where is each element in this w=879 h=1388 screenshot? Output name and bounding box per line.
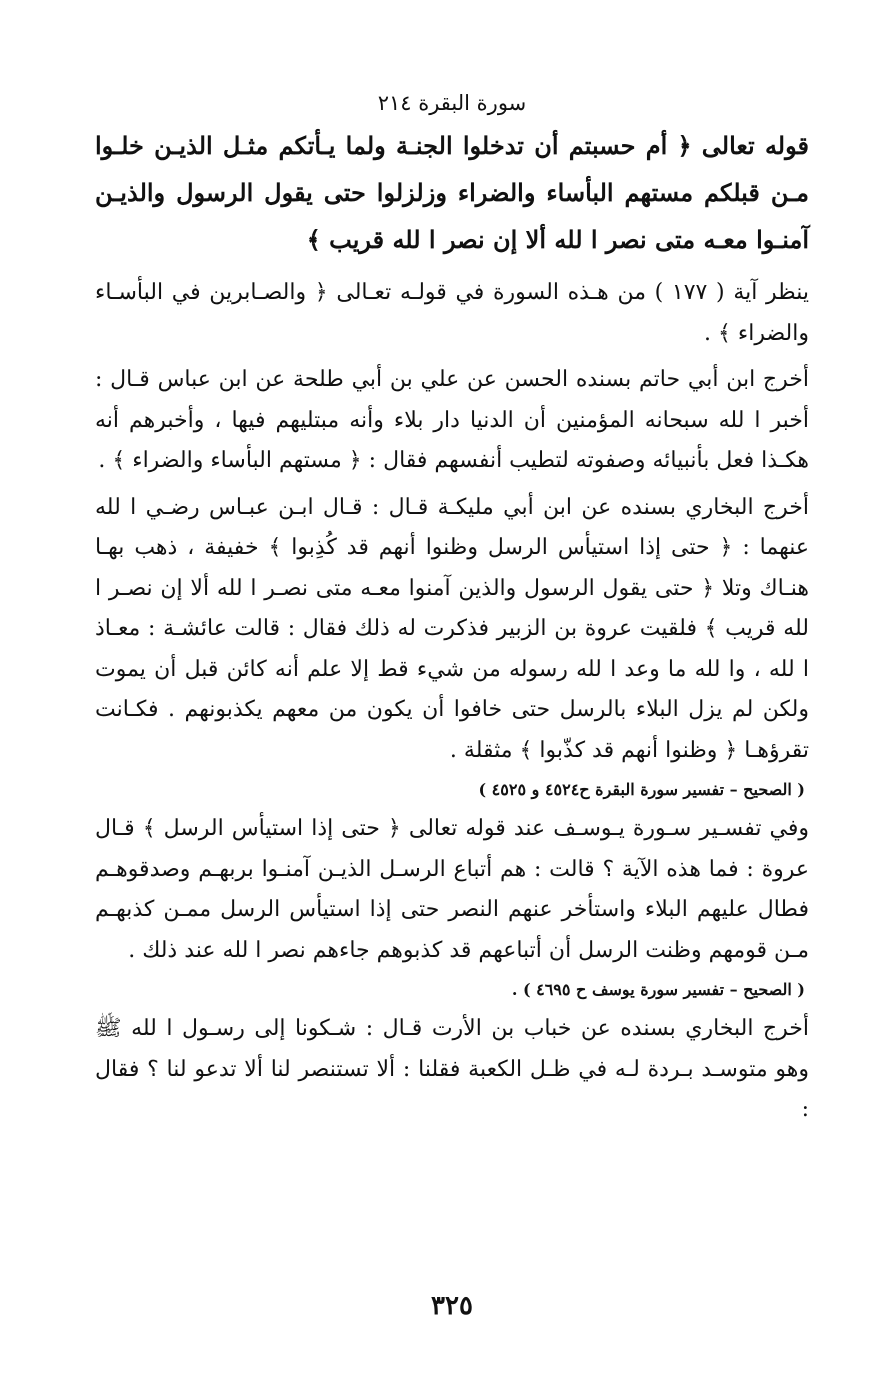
page-number: ٣٢٥	[431, 1291, 473, 1321]
source-citation: ( الصحيح – تفسير سورة البقرة ح٤٥٢٤ و ٤٥٢٥ )	[478, 780, 805, 799]
paragraph-ibn-abi-hatim: أخرج ابن أبي حاتم بسنده الحسن عن علي بن أبي طلحة عن ابن عباس قـال : أخبر ا لله سبحانه المؤمنين أن الدنيا دار بلاء وأنه مبتليهم فيها ، وأخبرهم أنه هكـذا فعل بأنبيائه وصفوته لتطيب أنفسهم فقال : ﴿ مستهم البأساء والضراء ﴾ .	[95, 367, 809, 473]
paragraph-bukhari-khabbab: أخرج البخاري بسنده عن خباب بن الأرت قـال : شـكونا إلى رسـول ا لله ﷺ وهو متوسـد بـردة لـه في ظـل الكعبة فقلنا : ألا تستنصر لنا ألا تدعو لنا ؟ فقال :	[95, 1016, 809, 1122]
document-page	[95, 88, 809, 1388]
source-citation: ( الصحيح – تفسير سورة يوسف ح ٤٦٩٥ ) .	[511, 980, 805, 999]
paragraph-tafsir-yusuf: وفي تفسـير سـورة يـوسـف عند قوله تعالى ﴿ حتى إذا استيأس الرسل ﴾ قـال عروة : فما هذه الآية ؟ قالت : هم أتباع الرسـل الذيـن آمنـوا بربهـم وصدقوهـم فطال عليهم البلاء واستأخر عنهم النصر حتى إذا استيأس الرسل ممـن كذبهـم مـن قومهم وظنت الرسل أن أتباعهم قد كذبوهم جاءهم نصر ا لله عند ذلك .	[95, 816, 809, 963]
paragraph-cross-reference: ينظر آية ( ١٧٧ ) من هـذه السورة في قولـه تعـالى ﴿ والصـابرين في البأسـاء والضراء ﴾ .	[95, 280, 809, 346]
paragraph-bukhari-ibn-abi-mulaykah: أخرج البخاري بسنده عن ابن أبي مليكـة قـال : قـال ابـن عبـاس رضـي ا لله عنهما : ﴿ حتى إذا استيأس الرسل وظنوا أنهم قد كُذِبوا ﴾ خفيفة ، ذهب بهـا هنـاك وتلا ﴿ حتى يقول الرسول والذين آمنوا معـه متى نصـر ا لله ألا إن نصـر ا لله قريب ﴾ فلقيت عروة بن الزبير فذكرت له ذلك فقال : قالت عائشـة : معـاذ ا لله ، وا لله ما وعد ا لله رسوله من شيء قط إلا علم أنه كائن قبل أن يموت ولكن لم يزل البلاء بالرسل حتى خافوا أن يكون من معهم يكذبونهم . فكـانت تقرؤهـا ﴿ وظنوا أنهم قد كذّبوا ﴾ مثقلة .	[95, 494, 809, 763]
running-header: سورة البقرة ٢١٤	[377, 91, 527, 115]
verse-heading: قوله تعالى ﴿ أم حسبتم أن تدخلوا الجنـة ولما يـأتكم مثـل الذيـن خلـوا مـن قبلكم مستهم البأساء والضراء وزلزلوا حتى يقول الرسول والذيـن آمنـوا معـه متى نصر ا لله ألا إن نصر ا لله قريب ﴾	[95, 131, 809, 254]
